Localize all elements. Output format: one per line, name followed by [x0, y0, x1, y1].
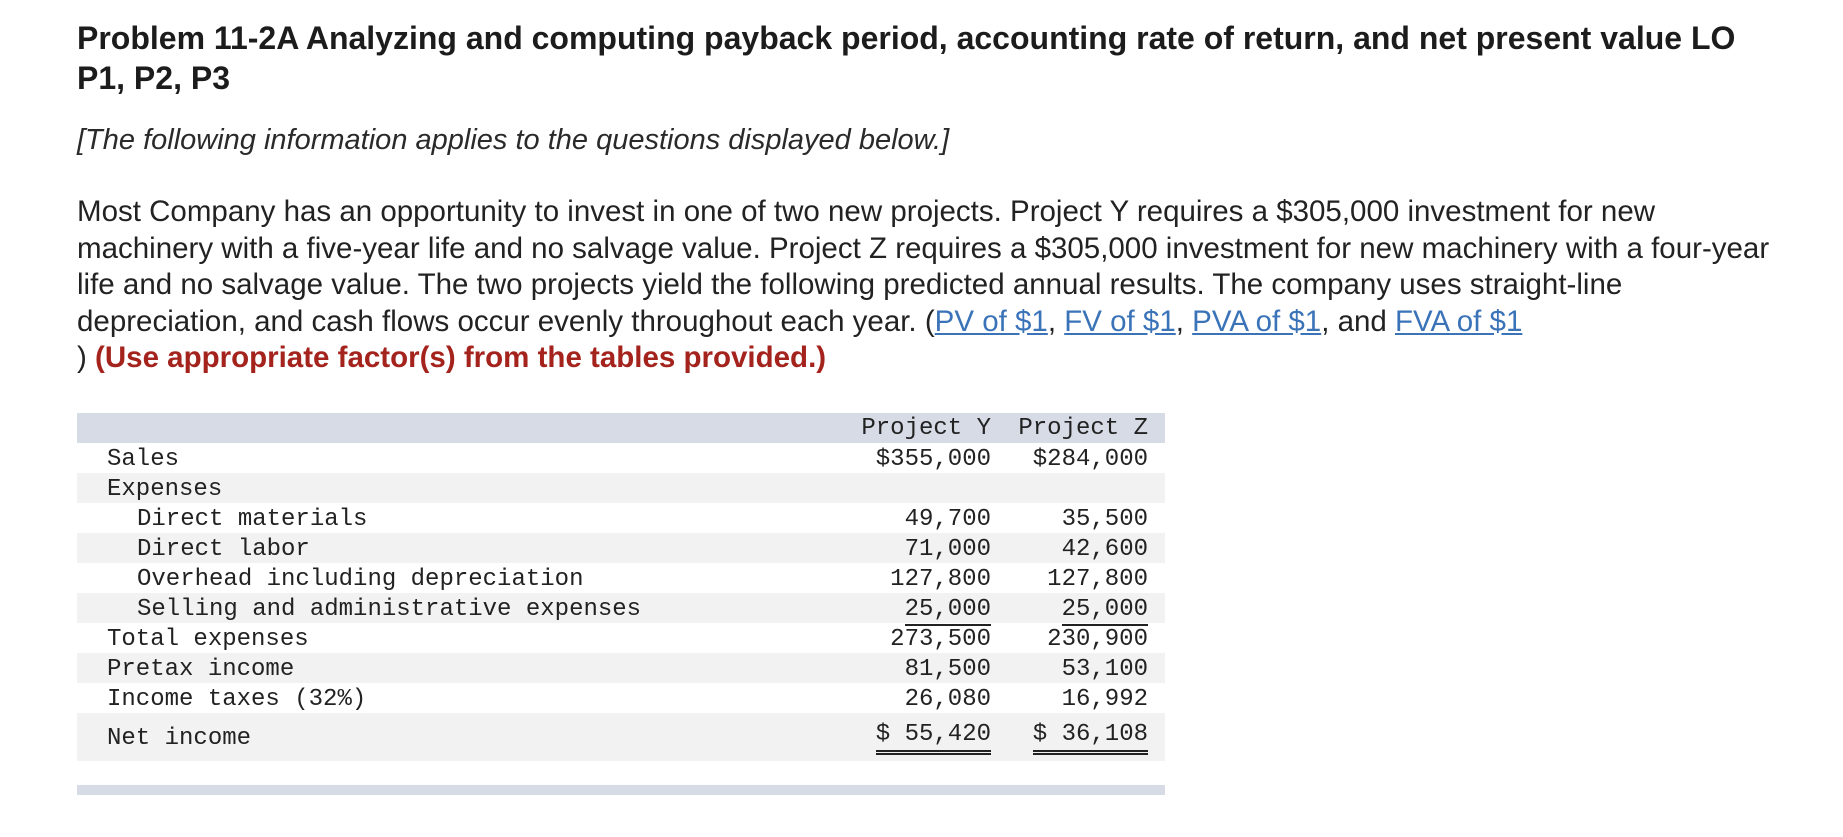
value-y: 273,500: [890, 626, 991, 656]
row-label: Total expenses: [107, 626, 309, 653]
table-row-direct-materials: [77, 503, 1165, 533]
income-table: [77, 413, 1165, 761]
value-z: 42,600: [1061, 536, 1148, 563]
problem-title: Problem 11-2A Analyzing and computing payback period, accounting rate of return, and net present value LO P1, P2, P3: [77, 20, 1736, 96]
table-header-row: [77, 413, 1165, 443]
col-header-project-z: Project Z: [1018, 415, 1148, 442]
table-row-direct-labor: [77, 533, 1165, 563]
fv-link[interactable]: FV of $1: [1064, 304, 1176, 338]
value-y: $ 55,420: [876, 721, 991, 755]
row-label: Net income: [107, 725, 252, 752]
table-footer-bar: [77, 785, 1165, 795]
row-label: Direct labor: [137, 536, 310, 563]
row-label: Pretax income: [107, 656, 295, 683]
value-y: 26,080: [905, 686, 991, 716]
value-z: 16,992: [1062, 686, 1148, 716]
fva-link[interactable]: FVA of $1: [1395, 304, 1523, 338]
row-label: Overhead including depreciation: [137, 566, 584, 593]
value-z: $284,000: [1032, 446, 1148, 473]
row-label: Sales: [107, 446, 180, 473]
table-row-expenses: [77, 473, 1165, 503]
row-label: Selling and administrative expenses: [137, 596, 642, 623]
pva-link[interactable]: PVA of $1: [1192, 304, 1322, 338]
problem-content: [77, 18, 1797, 377]
value-y: 81,500: [904, 656, 991, 683]
value-z: 127,800: [1047, 566, 1148, 593]
table-row-selling-admin: [77, 593, 1165, 623]
table-row-sales: [77, 443, 1165, 473]
row-label: Expenses: [107, 476, 223, 503]
separator: ,: [1047, 304, 1065, 338]
row-label: Direct materials: [137, 506, 368, 533]
value-z: 25,000: [1062, 596, 1148, 626]
value-y: 49,700: [904, 506, 991, 533]
value-y: 25,000: [905, 596, 991, 626]
value-y: 71,000: [904, 536, 991, 563]
separator: ,: [1175, 304, 1193, 338]
table-row-overhead: [77, 563, 1165, 593]
separator: , and: [1321, 304, 1395, 338]
problem-description: [77, 194, 1797, 377]
value-z: 230,900: [1047, 626, 1148, 656]
table-row-income-taxes: [77, 683, 1165, 713]
table-row-net-income: [77, 713, 1165, 761]
table-row-pretax-income: [77, 653, 1165, 683]
value-y: 127,800: [890, 566, 991, 593]
value-z: 53,100: [1061, 656, 1148, 683]
col-header-project-y: Project Y: [861, 415, 991, 442]
value-y: $355,000: [875, 446, 991, 473]
info-note: [The following information applies to the questions displayed below.]: [77, 124, 950, 156]
value-z: 35,500: [1061, 506, 1148, 533]
close-paren: ): [77, 341, 87, 374]
description-text: Most Company has an opportunity to invest in one of two new projects. Project Y requires a $305,000 investment for new machinery with a five-year life and no salvage value. Project Z requires a $305,000 investment for new machinery with a four-year life and no salvage value. The two projects yield the following predicted annual results. The company uses straight-line depreciation, and cash flows occur evenly throughout each year. (: [77, 195, 1770, 338]
instruction-text: (Use appropriate factor(s) from the tables provided.): [95, 341, 827, 374]
pv-link[interactable]: PV of $1: [934, 304, 1048, 338]
table-row-total-expenses: [77, 623, 1165, 653]
row-label: Income taxes (32%): [107, 686, 367, 713]
value-z: $ 36,108: [1033, 721, 1148, 755]
